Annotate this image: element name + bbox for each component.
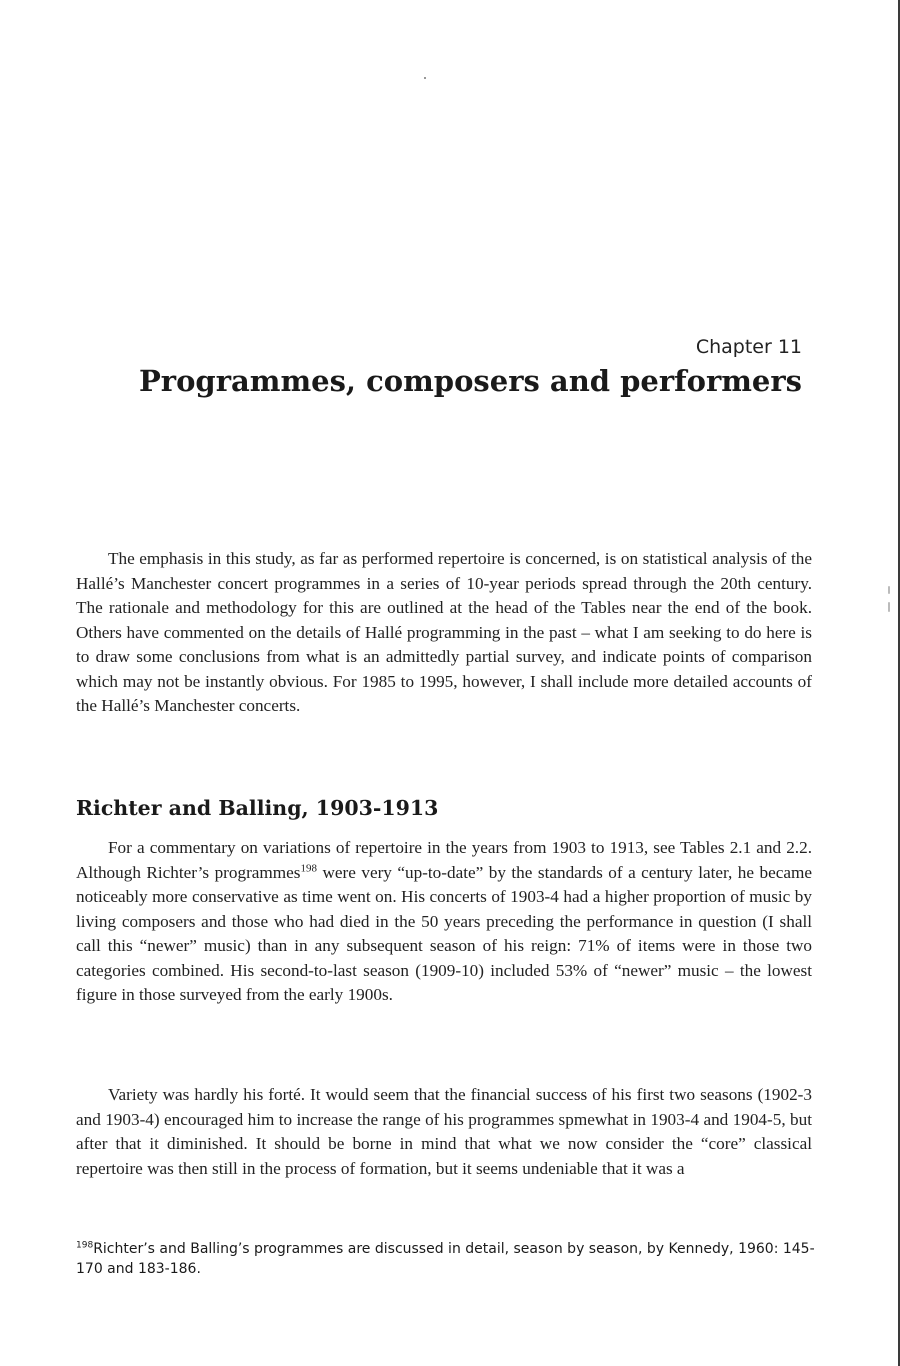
footnote-marker: 198 [76, 1240, 94, 1251]
footnote-text: Richter’s and Balling’s programmes are discussed in detail, season by season, by Kennedy, 1960: 145-170 and 183-186. [76, 1241, 815, 1277]
footnote [76, 1239, 816, 1279]
paragraph-text: For a commentary on variations of repertoire in the years from 1903 to 1913, see Tables 2.1 and 2.2. Although Richter’s programmes [76, 838, 812, 882]
intro-paragraph: The emphasis in this study, as far as performed repertoire is concerned, is on statistical analysis of the Hallé’s Manchester concert programmes in a series of 10-year periods spread through the 20th century. The rationale and methodology for this are outlined at the head of the Tables near the end of the book. Others have commented on the details of Hallé programming in the past – what I am seeking to do here is to draw some conclusions from what is an admittedly partial survey, and indicate points of comparison which may not be instantly obvious. For 1985 to 1995, however, I shall include more detailed accounts of the Hallé’s Manchester concerts. [76, 549, 812, 715]
section-heading: Richter and Balling, 1903-1913 [76, 796, 439, 820]
chapter-title: Programmes, composers and performers [139, 364, 802, 398]
paragraph-text: were very “up-to-date” by the standards of a century later, he became noticeably more conservative as time went on. His concerts of 1903-4 had a higher proportion of music by living composers and those who had died in the 50 years preceding the performance in question (I shall call this “newer” music) than in any subsequent season of his reign: 71% of items were in those two categories combined. His second-to-last season (1909-10) included 53% of “newer” music – the lowest figure in those surveyed from the early 1900s. [76, 862, 812, 1004]
section-paragraph-2: Variety was hardly his forté. It would seem that the financial success of his first two seasons (1902-3 and 1903-4) encouraged him to increase the range of his programmes spmewhat in 1903-4 and 1904-5, but after that it diminished. It should be borne in mind that what we now consider the “core” classical repertoire was then still in the process of formation, but it seems undeniable that it was a [76, 1085, 812, 1178]
section-paragraph-1 [76, 836, 812, 1008]
scan-mark [888, 602, 890, 612]
footnote-reference[interactable]: 198 [300, 861, 317, 874]
scan-mark [888, 586, 890, 594]
chapter-label: Chapter 11 [695, 336, 802, 358]
scan-speck [424, 77, 426, 79]
